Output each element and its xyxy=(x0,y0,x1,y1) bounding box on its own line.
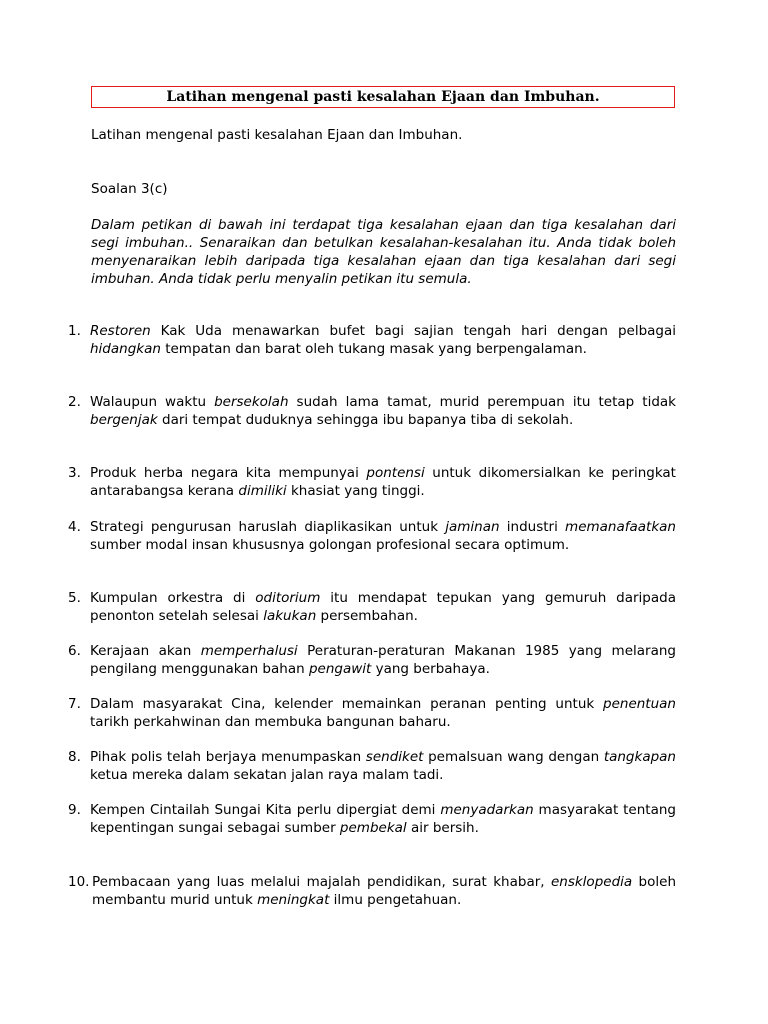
list-item xyxy=(68,873,676,909)
error-word: menyadarkan xyxy=(440,802,534,818)
error-word: bersekolah xyxy=(214,394,289,410)
list-item xyxy=(68,464,676,500)
item-number: 9. xyxy=(68,802,81,818)
item-number: 4. xyxy=(68,519,81,535)
item-number: 10. xyxy=(68,874,90,890)
item-number: 8. xyxy=(68,749,81,765)
error-word: dimiliki xyxy=(238,483,287,499)
item-text: Walaupun waktu bersekolah sudah lama tamat, murid perempuan itu tetap tidak bergenjak dari tempat duduknya sehingga ibu bapanya tiba di sekolah. xyxy=(90,394,676,428)
item-number: 7. xyxy=(68,696,81,712)
error-word: hidangkan xyxy=(90,341,161,357)
error-word: ensklopedia xyxy=(550,874,633,890)
list-item xyxy=(68,642,676,678)
error-word: sendiket xyxy=(365,749,424,765)
item-text: Produk herba negara kita mempunyai pontensi untuk dikomersialkan ke peringkat antarabangsa kerana dimiliki khasiat yang tinggi. xyxy=(90,465,676,499)
error-word: jaminan xyxy=(445,519,500,535)
item-text: Dalam masyarakat Cina, kelender memainkan peranan penting untuk penentuan tarikh perkahwinan dan membuka bangunan baharu. xyxy=(90,696,676,730)
subtitle: Latihan mengenal pasti kesalahan Ejaan dan Imbuhan. xyxy=(91,127,463,143)
item-text: Restoren Kak Uda menawarkan bufet bagi sajian tengah hari dengan pelbagai hidangkan tempatan dan barat oleh tukang masak yang berpengalaman. xyxy=(90,323,676,357)
error-word: lakukan xyxy=(263,608,317,624)
item-number: 3. xyxy=(68,465,81,481)
error-word: tangkapan xyxy=(603,749,676,765)
item-text: Kerajaan akan memperhalusi Peraturan-peraturan Makanan 1985 yang melarang pengilang menggunakan bahan pengawit yang berbahaya. xyxy=(90,643,676,677)
error-word: penentuan xyxy=(603,696,676,712)
item-number: 6. xyxy=(68,643,81,659)
list-item xyxy=(68,322,676,358)
list-item xyxy=(68,589,676,625)
item-number: 2. xyxy=(68,394,81,410)
error-word: pontensi xyxy=(366,465,425,481)
list-item xyxy=(68,393,676,429)
list-item xyxy=(68,801,676,837)
item-number: 1. xyxy=(68,323,81,339)
item-number: 5. xyxy=(68,590,81,606)
question-label: Soalan 3(c) xyxy=(91,181,168,197)
instruction-paragraph: Dalam petikan di bawah ini terdapat tiga kesalahan ejaan dan tiga kesalahan dari segi imbuhan.. Senaraikan dan betulkan kesalahan-kesalahan itu. Anda tidak boleh menyenaraikan lebih daripada tiga kesalahan ejaan dan tiga kesalahan dari segi imbuhan. Anda tidak perlu menyalin petikan itu semula. xyxy=(91,217,676,287)
error-word: memperhalusi xyxy=(200,643,298,659)
error-word: pembekal xyxy=(339,820,407,836)
error-word: Restoren xyxy=(90,323,151,339)
list-item xyxy=(68,695,676,731)
page-title: Latihan mengenal pasti kesalahan Ejaan dan Imbuhan. xyxy=(91,86,675,108)
error-word: pengawit xyxy=(308,661,372,677)
error-word: oditorium xyxy=(255,590,321,606)
item-text: Pembacaan yang luas melalui majalah pendidikan, surat khabar, ensklopedia boleh membantu murid untuk meningkat ilmu pengetahuan. xyxy=(92,874,677,908)
item-text: Kempen Cintailah Sungai Kita perlu dipergiat demi menyadarkan masyarakat tentang kepentingan sungai sebagai sumber pembekal air bersih. xyxy=(90,802,676,836)
item-text: Kumpulan orkestra di oditorium itu mendapat tepukan yang gemuruh daripada penonton setelah selesai lakukan persembahan. xyxy=(90,590,676,624)
item-text: Pihak polis telah berjaya menumpaskan sendiket pemalsuan wang dengan tangkapan ketua mereka dalam sekatan jalan raya malam tadi. xyxy=(90,749,676,783)
error-word: bergenjak xyxy=(90,412,158,428)
list-item xyxy=(68,748,676,784)
error-word: meningkat xyxy=(257,892,330,908)
item-text: Strategi pengurusan haruslah diaplikasikan untuk jaminan industri memanafaatkan sumber modal insan khususnya golongan profesional secara optimum. xyxy=(90,519,676,553)
list-item xyxy=(68,518,676,554)
error-word: memanafaatkan xyxy=(565,519,676,535)
